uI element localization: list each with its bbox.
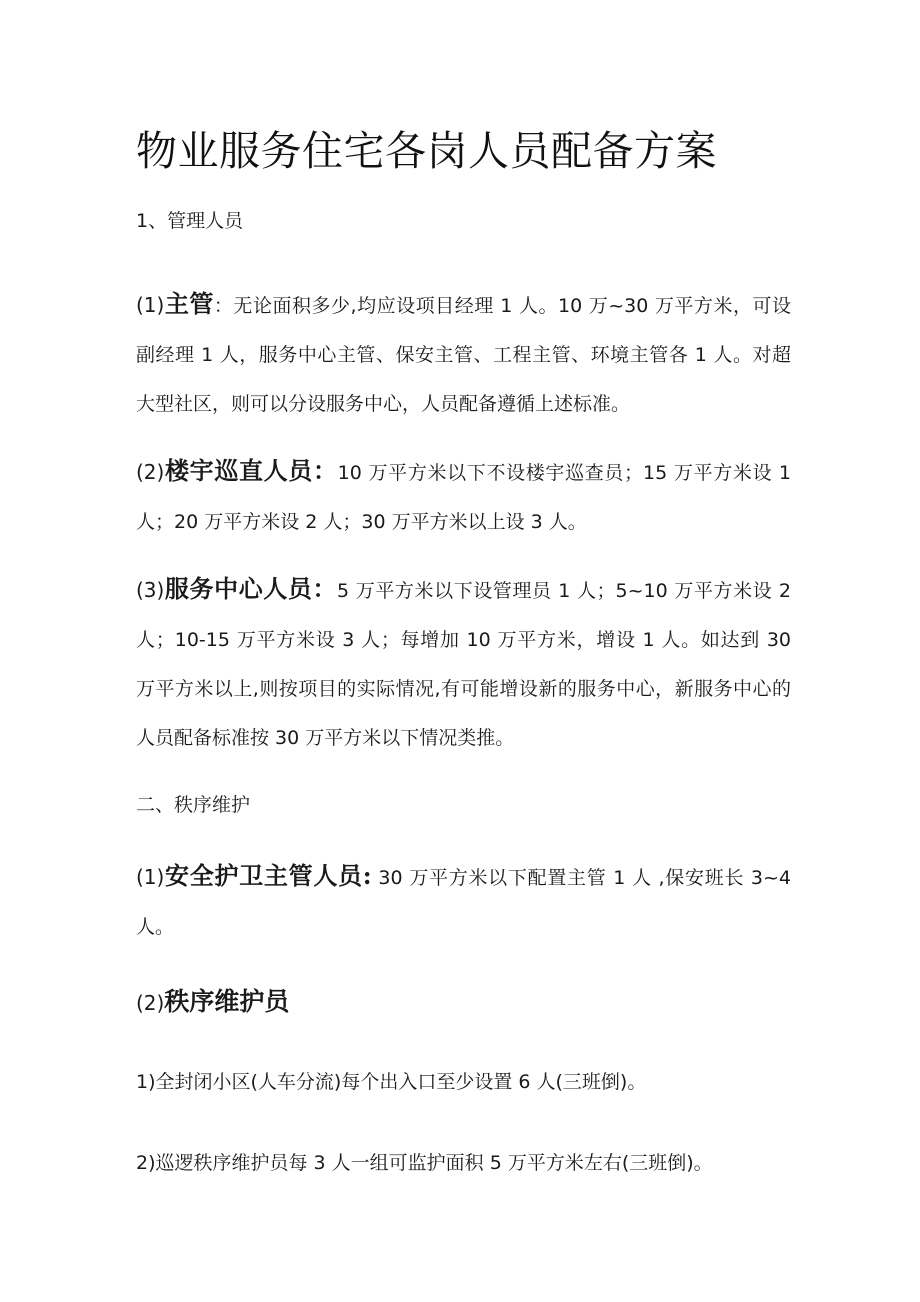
list-item: 1)全封闭小区(人车分流)每个出入口至少设置 6 人(三班倒)。 xyxy=(136,1071,647,1093)
paragraph-text: 30 万平方米以下配置主管 1 人 ,保安班长 3~4 人。 xyxy=(136,867,792,938)
paragraph-lead: 楼宇巡直人员： xyxy=(164,456,338,485)
list-item: 2)巡逻秩序维护员每 3 人一组可监护面积 5 万平方米左右(三班倒)。 xyxy=(136,1152,713,1174)
paragraph-lead: 主管 xyxy=(164,289,214,318)
paragraph-text: 5 万平方米以下设管理员 1 人；5~10 万平方米设 2 人；10-15 万平方米设 3 人；每增加 10 万平方米，增设 1 人。如达到 30 万平方米以上,则按项目的实际情况,有可能增设新的服务中心，新服务中心的人员配备标准按 30 万平方米以下情况类推。 xyxy=(136,580,792,749)
paragraph-number: (2) xyxy=(136,460,165,484)
subheading-number: (2) xyxy=(136,991,165,1015)
subheading-lead: 秩序维护员 xyxy=(164,987,290,1016)
paragraph-text: ：无论面积多少,均应设项目经理 1 人。10 万~30 万平方米，可设副经理 1 人，服务中心主管、保安主管、工程主管、环境主管各 1 人。对超大型社区，则可以分设服务中心，人员配备遵循上述标准。 xyxy=(136,295,792,415)
subheading-order-keepers xyxy=(136,982,796,1023)
document-title: 物业服务住宅各岗人员配备方案 xyxy=(136,127,717,175)
paragraph-lead: 安全护卫主管人员: xyxy=(164,861,372,890)
paragraph-building-patrol xyxy=(136,446,791,547)
paragraph-number: (1) xyxy=(136,293,165,317)
paragraph-service-center xyxy=(136,564,791,763)
paragraph-number: (3) xyxy=(136,578,165,602)
paragraph-supervisor xyxy=(136,279,791,429)
paragraph-lead: 服务中心人员： xyxy=(164,574,338,603)
paragraph-number: (1) xyxy=(136,865,165,889)
section-heading-order: 二、秩序维护 xyxy=(136,794,251,816)
paragraph-security-supervisor xyxy=(136,851,791,952)
section-heading-management: 1、管理人员 xyxy=(136,210,244,232)
paragraph-text: 10 万平方米以下不设楼宇巡查员；15 万平方米设 1 人；20 万平方米设 2 人；30 万平方米以上设 3 人。 xyxy=(136,462,792,533)
